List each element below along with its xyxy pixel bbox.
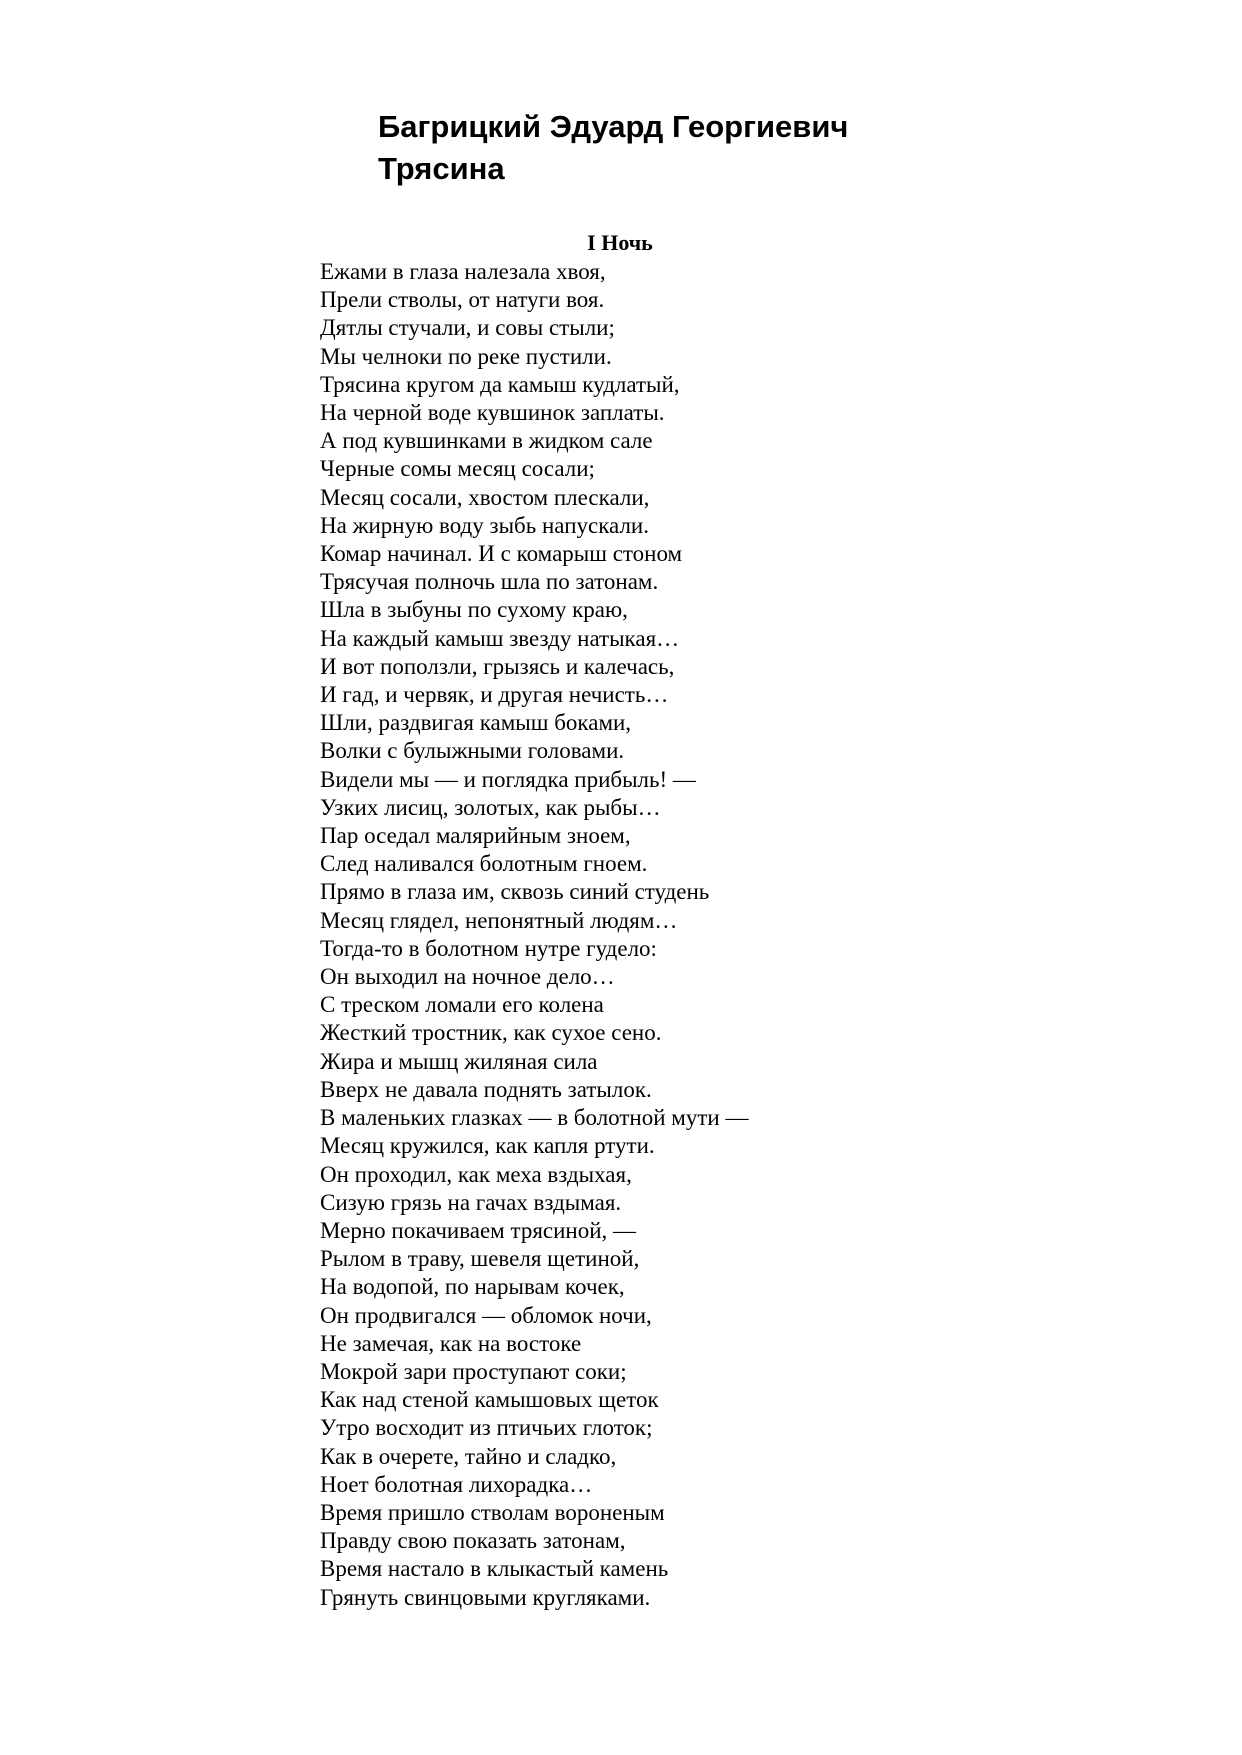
poem-line: С треском ломали его колена (320, 992, 604, 1018)
poem-line: На черной воде кувшинок заплаты. (320, 400, 665, 426)
poem-line: Как над стеной камышовых щеток (320, 1387, 659, 1413)
poem-line: Он проходил, как меха вздыхая, (320, 1161, 632, 1187)
poem-line: Рылом в траву, шевеля щетиной, (320, 1246, 640, 1272)
poem-line: Как в очерете, тайно и сладко, (320, 1443, 617, 1469)
poem-line: Правду свою показать затонам, (320, 1528, 626, 1554)
poem-line: Вверх не давала поднять затылок. (320, 1076, 652, 1102)
poem-line: Месяц глядел, непонятный людям… (320, 907, 678, 933)
poem-line: Видели мы — и поглядка прибыль! — (320, 766, 696, 792)
poem-line: Мы челноки по реке пустили. (320, 343, 612, 369)
poem-line: Трясина кругом да камыш кудлатый, (320, 371, 680, 397)
poem-line: В маленьких глазках — в болотной мути — (320, 1105, 749, 1131)
poem-line: На жирную воду зыбь напускали. (320, 512, 649, 538)
poem-line: Ноет болотная лихорадка… (320, 1471, 593, 1497)
poem-line: Тогда-то в болотном нутре гудело: (320, 935, 657, 961)
section-title: I Ночь (587, 230, 653, 255)
document-heading (378, 106, 848, 190)
poem-line: Комар начинал. И с комарыш стоном (320, 541, 683, 567)
poem-line: Месяц кружился, как капля ртути. (320, 1133, 655, 1159)
poem-line: Дятлы стучали, и совы стыли; (320, 315, 615, 341)
poem-line: Прели стволы, от натуги воя. (320, 287, 605, 313)
poem-line: Мокрой зари проступают соки; (320, 1358, 627, 1384)
author-name: Багрицкий Эдуард Георгиевич (378, 109, 849, 144)
poem-line: Сизую грязь на гачах вздымая. (320, 1189, 622, 1215)
poem-line: Месяц сосали, хвостом плескали, (320, 484, 650, 510)
poem-line: Жира и мышц жиляная сила (320, 1048, 598, 1074)
poem-line: Трясучая полночь шла по затонам. (320, 569, 659, 595)
poem-line: И вот поползли, грызясь и калечась, (320, 653, 675, 679)
poem-line: След наливался болотным гноем. (320, 851, 648, 877)
poem-line: Шла в зыбуны по сухому краю, (320, 597, 628, 623)
poem-line: Узких лисиц, золотых, как рыбы… (320, 794, 661, 820)
poem-line: Он выходил на ночное дело… (320, 964, 615, 990)
poem-line: Волки с булыжными головами. (320, 738, 625, 764)
poem-line: Жесткий тростник, как сухое сено. (320, 1020, 662, 1046)
poem-line: Время пришло стволам вороненым (320, 1499, 665, 1525)
poem-text (320, 258, 748, 1612)
poem-line: На водопой, по нарывам кочек, (320, 1274, 625, 1300)
poem-line: Он продвигался — обломок ночи, (320, 1302, 652, 1328)
poem-line: И гад, и червяк, и другая нечисть… (320, 682, 669, 708)
poem-line: Пар оседал малярийным зноем, (320, 823, 631, 849)
poem-line: Шли, раздвигая камыш боками, (320, 710, 632, 736)
poem-line: А под кувшинками в жидком сале (320, 428, 653, 454)
poem-line: Черные сомы месяц сосали; (320, 456, 595, 482)
poem-line: Прямо в глаза им, сквозь синий студень (320, 879, 710, 905)
poem-line: Ежами в глаза налезала хвоя, (320, 259, 606, 284)
poem-line: Не замечая, как на востоке (320, 1330, 582, 1356)
poem-line: Грянуть свинцовыми кругляками. (320, 1584, 651, 1610)
poem-line: Утро восходит из птичьих глоток; (320, 1415, 653, 1441)
poem-title: Трясина (378, 151, 505, 186)
poem-line: Время настало в клыкастый камень (320, 1556, 669, 1582)
poem-line: Мерно покачиваем трясиной, — (320, 1217, 637, 1243)
poem-line: На каждый камыш звезду натыкая… (320, 625, 680, 651)
